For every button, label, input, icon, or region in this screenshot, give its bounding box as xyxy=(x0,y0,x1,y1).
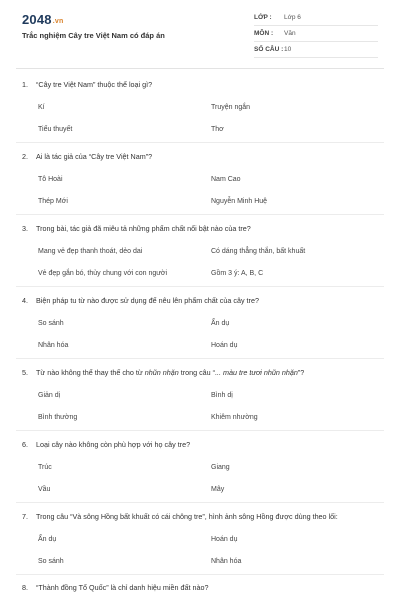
question-prompt: Biện pháp tu từ nào được sử dụng để nêu lên phẩm chất của cây tre? xyxy=(36,296,259,305)
answer-option[interactable]: Kí xyxy=(38,104,45,111)
question-number: 4. xyxy=(22,296,28,305)
question-prompt-start: Từ nào không thể thay thế cho từ xyxy=(36,368,145,377)
meta-value: 10 xyxy=(284,46,292,53)
quiz-meta-table xyxy=(254,10,378,58)
question-divider xyxy=(16,286,384,287)
question-text xyxy=(22,80,382,89)
question-divider xyxy=(16,502,384,503)
question-emphasis: nhũn nhặn xyxy=(144,368,179,377)
logo-suffix: .vn xyxy=(52,18,64,25)
answer-option[interactable]: Thép Mới xyxy=(38,198,68,205)
header-divider xyxy=(16,68,384,69)
answer-option[interactable]: Có dáng thẳng thắn, bất khuất xyxy=(211,248,306,255)
answer-option[interactable]: Bình dị xyxy=(211,392,233,399)
question-divider xyxy=(16,142,384,143)
page-title: Trắc nghiệm Cây tre Việt Nam có đáp án xyxy=(22,31,165,40)
question-prompt: Ai là tác giả của “Cây tre Việt Nam”? xyxy=(36,152,153,161)
question-prompt: Loại cây nào không còn phù hợp với họ cây tre? xyxy=(36,440,191,449)
answer-option[interactable]: Hoán dụ xyxy=(211,536,238,543)
question-text xyxy=(22,152,382,161)
question-number: 2. xyxy=(22,152,28,161)
answer-option[interactable]: Tô Hoài xyxy=(38,176,63,183)
meta-label: SỐ CÂU : xyxy=(254,46,284,53)
question-prompt: “Cây tre Việt Nam” thuộc thể loại gì? xyxy=(36,80,153,89)
question-prompt-end: ”? xyxy=(297,368,305,377)
answer-option[interactable]: Hoán dụ xyxy=(211,342,238,349)
answer-option[interactable]: Nhân hóa xyxy=(38,342,69,349)
meta-label: MÔN : xyxy=(254,30,274,37)
meta-row-subject xyxy=(254,26,378,42)
question-divider xyxy=(16,574,384,575)
answer-option[interactable]: Thơ xyxy=(211,126,224,133)
answer-option[interactable]: Trúc xyxy=(38,464,52,471)
question-text xyxy=(22,296,382,305)
question-divider xyxy=(16,358,384,359)
header xyxy=(0,0,400,66)
answer-option[interactable]: Giản dị xyxy=(38,392,61,399)
answer-option[interactable]: So sánh xyxy=(38,320,64,327)
site-logo[interactable] xyxy=(22,12,63,27)
answer-option[interactable]: Nam Cao xyxy=(211,176,241,183)
question-prompt: Trong câu “Và sông Hồng bất khuất có cái chông tre”, hình ảnh sông Hồng được dùng theo lối: xyxy=(36,512,338,521)
meta-row-grade xyxy=(254,10,378,26)
question-prompt-middle: trong câu “ xyxy=(178,368,216,377)
answer-option[interactable]: Nhân hóa xyxy=(211,558,242,565)
meta-label: LỚP : xyxy=(254,14,272,21)
question-number: 6. xyxy=(22,440,28,449)
question-number: 1. xyxy=(22,80,28,89)
logo-main: 2048 xyxy=(22,12,52,27)
answer-option[interactable]: Mang vẻ đẹp thanh thoát, dẻo dai xyxy=(38,248,143,255)
answer-option[interactable]: Tiểu thuyết xyxy=(38,126,73,133)
answer-option[interactable]: Ẩn dụ xyxy=(211,320,230,327)
question-quote: ... màu tre tươi nhũn nhặn xyxy=(215,368,298,377)
question-prompt: Trong bài, tác giả đã miêu tả những phẩm chất nổi bật nào của tre? xyxy=(36,224,251,233)
meta-row-count xyxy=(254,42,378,58)
question-number: 3. xyxy=(22,224,28,233)
answer-option[interactable]: So sánh xyxy=(38,558,64,565)
question-number: 8. xyxy=(22,583,28,592)
question-text xyxy=(22,224,382,233)
question-text xyxy=(22,583,382,592)
question-text xyxy=(22,512,382,521)
question-text xyxy=(22,368,382,377)
answer-option[interactable]: Giang xyxy=(211,464,230,471)
answer-option[interactable]: Khiêm nhường xyxy=(211,414,258,421)
question-divider xyxy=(16,214,384,215)
meta-value: Lớp 6 xyxy=(284,14,301,21)
answer-option[interactable]: Mây xyxy=(211,486,225,493)
question-prompt: “Thành đồng Tổ Quốc” là chỉ danh hiệu miền đất nào? xyxy=(36,583,209,592)
answer-option[interactable]: Gồm 3 ý: A, B, C xyxy=(211,270,264,277)
answer-option[interactable]: Truyện ngắn xyxy=(211,104,251,111)
answer-option[interactable]: Ẩn dụ xyxy=(38,536,57,543)
question-number: 5. xyxy=(22,368,28,377)
question-text xyxy=(22,440,382,449)
answer-option[interactable]: Vẻ đẹp gắn bó, thủy chung với con người xyxy=(38,270,168,277)
question-number: 7. xyxy=(22,512,28,521)
question-divider xyxy=(16,430,384,431)
answer-option[interactable]: Nguyễn Minh Huệ xyxy=(211,198,268,205)
answer-option[interactable]: Vầu xyxy=(38,486,51,493)
meta-value: Văn xyxy=(284,30,296,37)
answer-option[interactable]: Bình thường xyxy=(38,414,78,421)
